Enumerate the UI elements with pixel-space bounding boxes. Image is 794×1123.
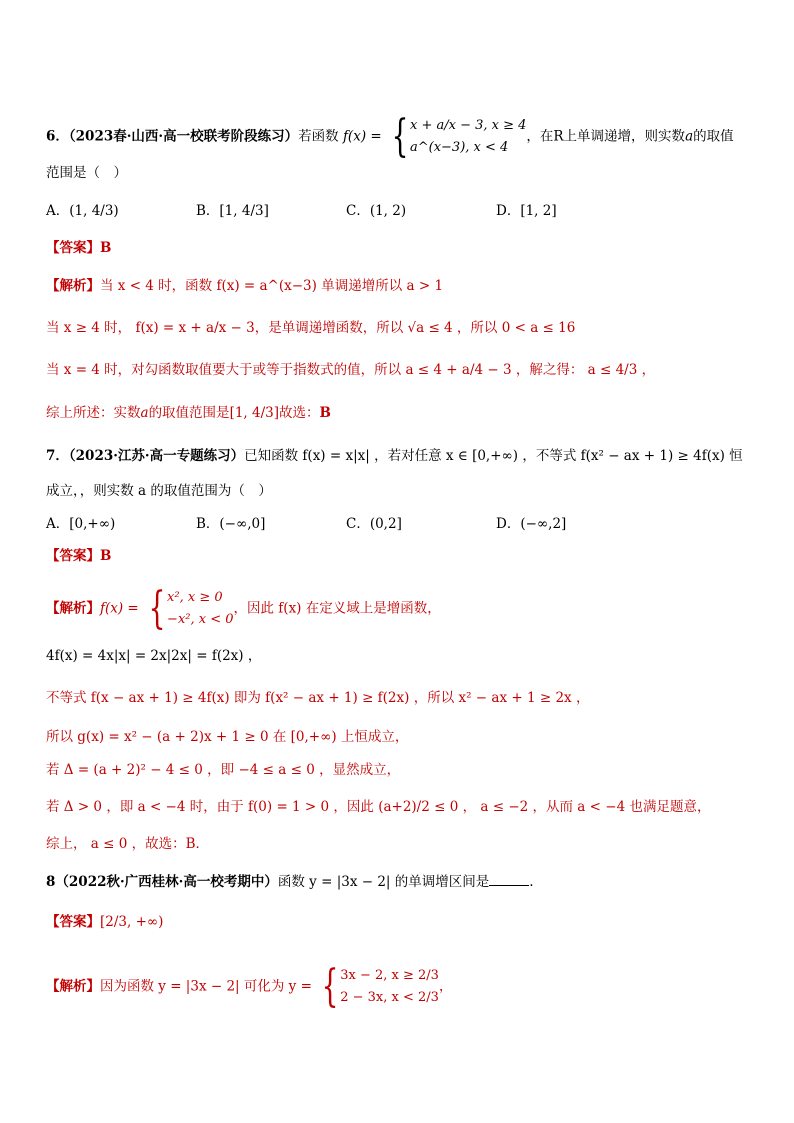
q7-answer <box>46 546 111 566</box>
q7-solution-4: 所以 g(x) = x² − (a + 2)x + 1 ≥ 0 在 [0,+∞) 上恒成立， <box>46 729 409 745</box>
q7-solution-1 <box>46 583 441 634</box>
q7-fx: f(x) = <box>100 600 139 617</box>
q7-solution-6: 若 Δ > 0 ，即 a < −4 时，由于 f(0) = 1 > 0 ，因此 (a+2)/2 ≤ 0 ， a ≤ −2 ，从而 a < −4 也满足题意， <box>46 799 711 815</box>
q7-solution-5: 若 Δ = (a + 2)² − 4 ≤ 0 ，即 −4 ≤ a ≤ 0 ，显然成立， <box>46 762 401 778</box>
q6-fx: f(x) = <box>342 128 382 145</box>
q6-solution-1 <box>46 276 443 296</box>
q6-stem-line1 <box>46 111 734 162</box>
q6-sol4-var: a <box>140 405 149 421</box>
q6-var-a: a <box>685 128 694 145</box>
q8-pieces <box>340 965 439 1009</box>
q7-piece1: x², x ≥ 0 <box>167 590 223 605</box>
q6-piece1: x + a/x − 3, x ≥ 4 <box>409 118 527 133</box>
q6-sol4-ans: B <box>319 405 331 421</box>
q6-stem-line2: 范围是（ ） <box>46 165 127 181</box>
q6-option-d[interactable]: D．[1, 2] <box>496 203 557 219</box>
q7-pieces <box>167 587 233 631</box>
q7-option-a[interactable]: A．[0,+∞) <box>46 516 116 532</box>
q7-solution-2: 4f(x) = 4x|x| = 2x|2x| = f(2x) ， <box>46 648 262 664</box>
q8-stem: 8（2022秋·广西桂林·高一校考期中）函数 y = |3x − 2| 的单调增区间是 . <box>46 874 534 890</box>
q8-source: （2022秋·广西桂林·高一校考期中） <box>55 874 278 890</box>
q8-piece2: 2 − 3x, x < 2/3 <box>340 990 439 1005</box>
q6-stem-c: 的取值 <box>693 128 734 145</box>
q8-stem-text: 函数 y = |3x − 2| 的单调增区间是 <box>277 874 490 890</box>
q6-sol4-c: 故选： <box>279 405 320 421</box>
q6-option-c[interactable]: C．(1, 2) <box>346 203 407 219</box>
q7-answer-label: 【答案】 <box>46 548 100 564</box>
q6-sol4-range: [1, 4/3] <box>229 405 279 421</box>
q8-answer <box>46 912 163 932</box>
q7-analysis-label: 【解析】 <box>46 600 100 617</box>
q7-brace: { <box>148 583 166 634</box>
q6-option-b[interactable]: B．[1, 4/3] <box>196 203 269 219</box>
q8-number: 8 <box>46 874 56 890</box>
q7-option-c[interactable]: C．(0,2] <box>346 516 402 532</box>
q7-number: 7． <box>46 448 69 464</box>
q6-number: 6． <box>46 128 69 145</box>
q8-analysis-label: 【解析】 <box>46 978 100 995</box>
q7-option-b[interactable]: B．(−∞,0] <box>196 516 266 532</box>
q7-solution-7: 综上， a ≤ 0 ，故选：B． <box>46 836 210 852</box>
q6-option-a[interactable]: A．(1, 4/3) <box>46 203 119 219</box>
q6-stem-a: 若函数 <box>298 128 339 145</box>
q8-brace: { <box>321 961 339 1012</box>
q6-source: （2023春·山西·高一校联考阶段练习） <box>68 128 299 145</box>
q6-sol4-b: 的取值范围是 <box>148 405 230 421</box>
q7-sol1-text: ，因此 f(x) 在定义域上是增函数， <box>233 600 441 617</box>
q7-stem-line1 <box>46 446 743 466</box>
q6-piece2: a^(x−3), x < 4 <box>409 140 509 155</box>
q6-sol1: 当 x < 4 时，函数 f(x) = a^(x−3) 单调递增所以 a > 1 <box>100 278 444 294</box>
q6-answer-label: 【答案】 <box>46 240 100 256</box>
q6-pieces <box>410 115 526 159</box>
q6-answer <box>46 238 111 258</box>
q6-analysis-label: 【解析】 <box>46 278 100 294</box>
q6-stem-b: ，在R上单调递增，则实数 <box>526 128 686 145</box>
q7-stem1: 已知函数 f(x) = x|x| ，若对任意 x ∈ [0,+∞) ，不等式 f(x² − ax + 1) ≥ 4f(x) 恒 <box>244 448 743 464</box>
q8-sol-end: ， <box>438 978 453 995</box>
q7-options <box>46 514 646 534</box>
q8-answer-value: [2/3, +∞) <box>100 914 164 930</box>
q6-solution-2: 当 x ≥ 4 时， f(x) = x + a/x − 3，是单调递增函数，所以 √a ≤ 4 ，所以 0 < a ≤ 16 <box>46 320 576 336</box>
q6-solution-4 <box>46 403 331 423</box>
q7-source: （2023·江苏·高一专题练习） <box>68 448 245 464</box>
q7-answer-value: B <box>100 548 112 564</box>
q8-piece1: 3x − 2, x ≥ 2/3 <box>340 968 439 983</box>
q8-solution <box>46 961 453 1012</box>
q7-option-d[interactable]: D．(−∞,2] <box>496 516 567 532</box>
q6-answer-value: B <box>100 240 112 256</box>
q8-answer-label: 【答案】 <box>46 914 100 930</box>
q7-stem-line2: 成立，，则实数 a 的取值范围为（ ） <box>46 483 272 499</box>
q8-answer-blank[interactable] <box>489 885 529 886</box>
q6-sol4-a: 综上所述：实数 <box>46 405 141 421</box>
q6-options <box>46 201 646 221</box>
q8-sol-text: 因为函数 y = |3x − 2| 可化为 y = <box>100 978 312 995</box>
q6-brace: { <box>391 111 409 162</box>
q6-solution-3: 当 x = 4 时，对勾函数取值要大于或等于指数式的值，所以 a ≤ 4 + a/4 − 3 ，解之得： a ≤ 4/3 ， <box>46 362 656 378</box>
q7-solution-3: 不等式 f(x − ax + 1) ≥ 4f(x) 即为 f(x² − ax + 1) ≥ f(2x) ，所以 x² − ax + 1 ≥ 2x ， <box>46 690 590 706</box>
q7-piece2: −x², x < 0 <box>167 612 234 627</box>
